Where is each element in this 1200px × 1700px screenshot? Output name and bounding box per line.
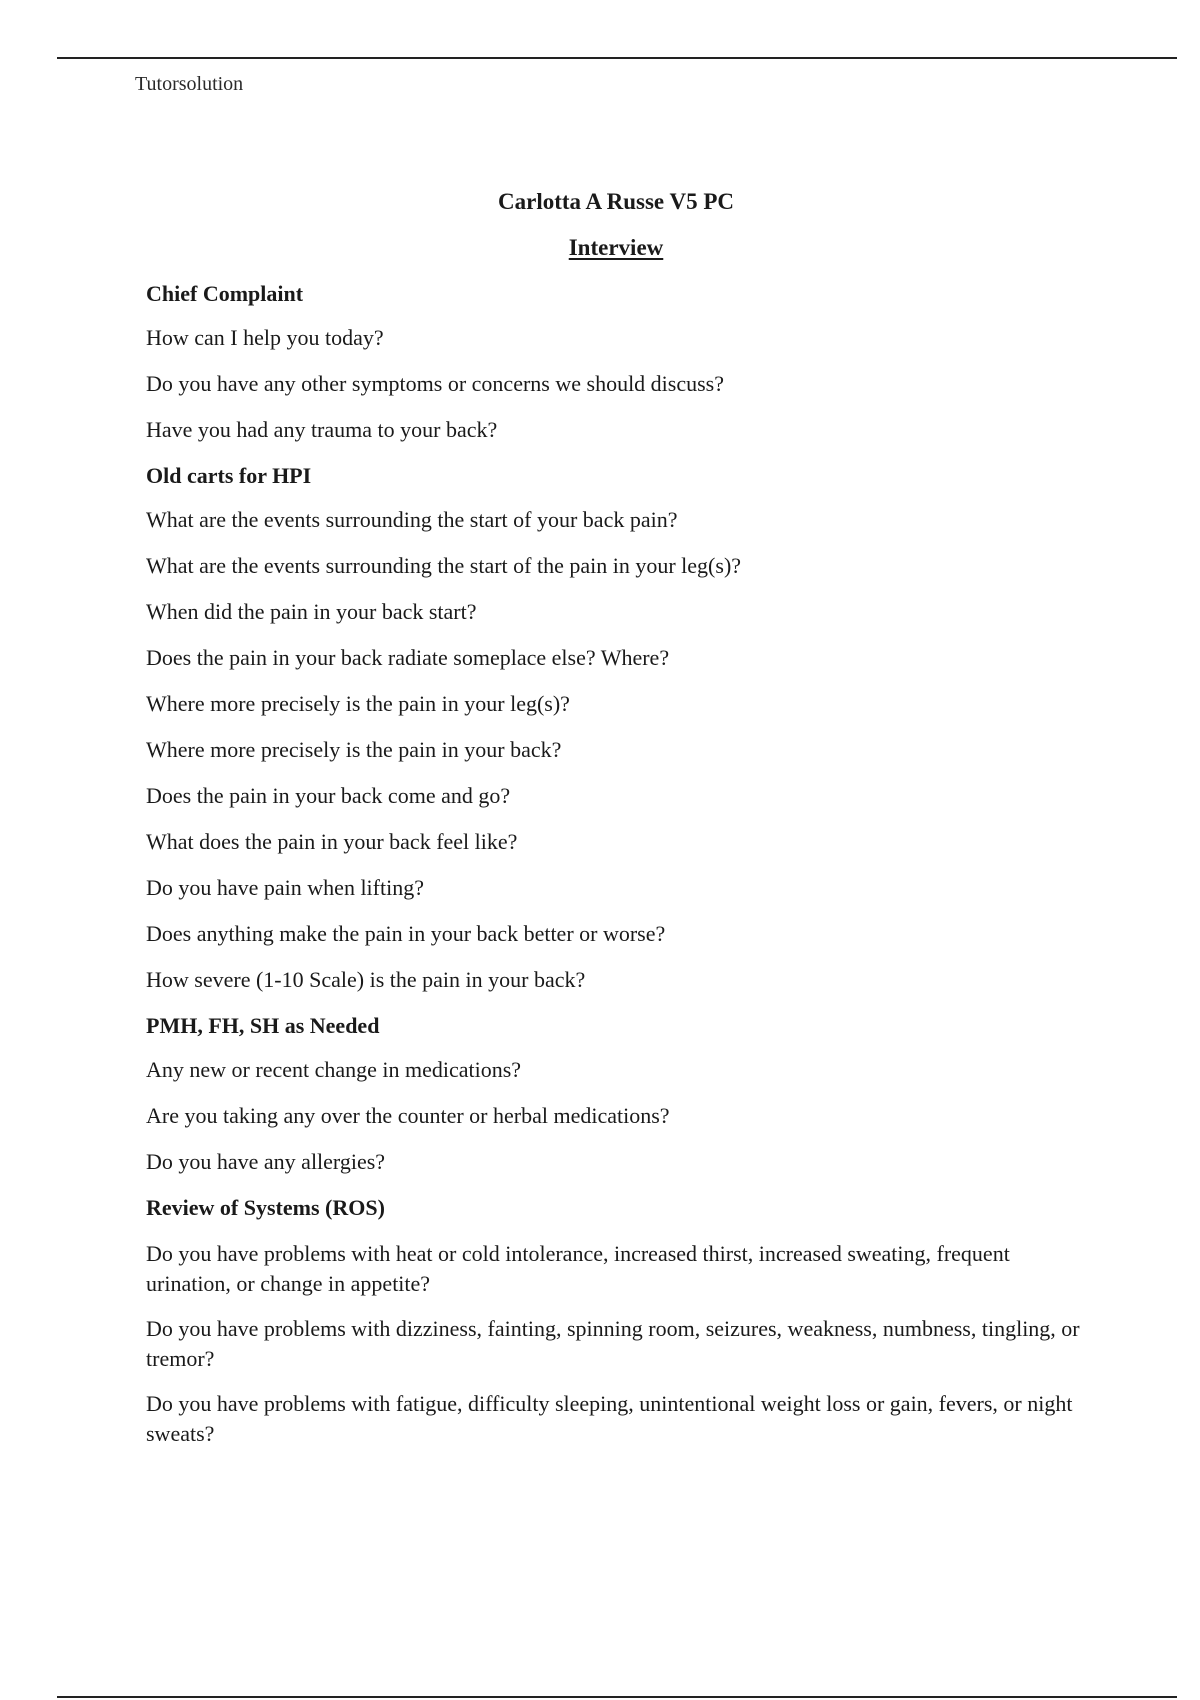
- header-source-label: Tutorsolution: [135, 73, 244, 95]
- question-item: How can I help you today?: [146, 325, 384, 350]
- question-item: Do you have pain when lifting?: [146, 875, 424, 900]
- interview-content: [146, 281, 1096, 1464]
- top-divider: [57, 57, 1177, 59]
- question-item: Does anything make the pain in your back better or worse?: [146, 921, 666, 946]
- question-item: How severe (1-10 Scale) is the pain in your back?: [146, 967, 586, 992]
- section-heading: PMH, FH, SH as Needed: [146, 1013, 380, 1038]
- question-item: What does the pain in your back feel like?: [146, 829, 518, 854]
- question-item: Are you taking any over the counter or herbal medications?: [146, 1103, 670, 1128]
- question-item: Does the pain in your back radiate someplace else? Where?: [146, 645, 670, 670]
- question-item: Do you have problems with dizziness, fainting, spinning room, seizures, weakness, numbness, tingling, or tremor?: [146, 1316, 1080, 1371]
- section-heading: Chief Complaint: [146, 281, 304, 306]
- question-item: Any new or recent change in medications?: [146, 1057, 522, 1082]
- question-item: When did the pain in your back start?: [146, 599, 477, 624]
- section-pmh-fh-sh: [146, 1013, 1096, 1175]
- bottom-divider: [57, 1696, 1177, 1698]
- document-title: Carlotta A Russe V5 PC: [498, 189, 734, 214]
- question-item: Do you have any other symptoms or concerns we should discuss?: [146, 371, 725, 396]
- document-subtitle: Interview: [568, 235, 664, 260]
- section-heading: Review of Systems (ROS): [146, 1195, 385, 1220]
- question-item: Does the pain in your back come and go?: [146, 783, 511, 808]
- section-review-of-systems: [146, 1195, 1096, 1449]
- question-item: What are the events surrounding the start of your back pain?: [146, 507, 678, 532]
- question-item: Do you have any allergies?: [146, 1149, 386, 1174]
- question-item: Where more precisely is the pain in your leg(s)?: [146, 691, 570, 716]
- question-item: What are the events surrounding the start of the pain in your leg(s)?: [146, 553, 742, 578]
- question-item: Do you have problems with heat or cold intolerance, increased thirst, increased sweating, frequent urination, or change in appetite?: [146, 1241, 1010, 1296]
- section-chief-complaint: [146, 281, 1096, 443]
- section-heading: Old carts for HPI: [146, 463, 312, 488]
- question-item: Where more precisely is the pain in your back?: [146, 737, 562, 762]
- section-hpi: [146, 463, 1096, 993]
- question-item: Have you had any trauma to your back?: [146, 417, 498, 442]
- question-item: Do you have problems with fatigue, difficulty sleeping, unintentional weight loss or gain, fevers, or night sweats?: [146, 1391, 1073, 1446]
